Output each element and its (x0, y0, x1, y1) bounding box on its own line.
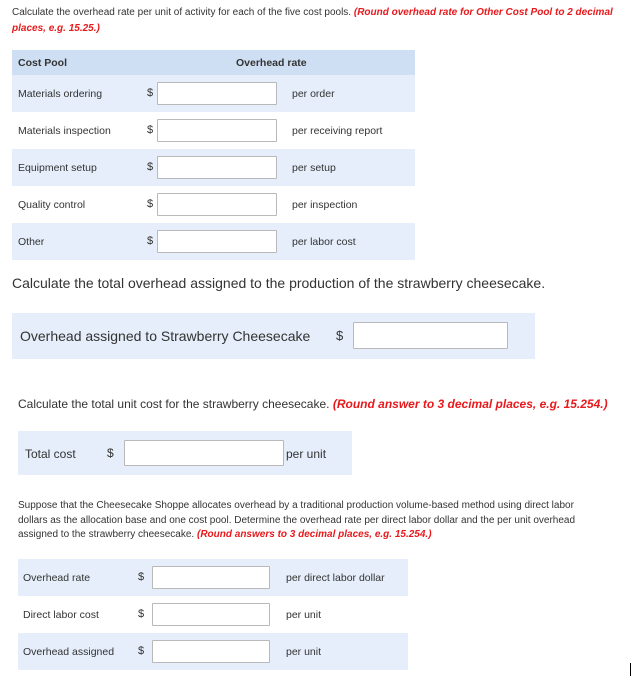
unit-label: per unit (286, 609, 322, 621)
row-label: Overhead rate (23, 572, 91, 584)
table-row (18, 596, 408, 633)
materials-inspection-rate-input[interactable] (157, 119, 277, 142)
currency-symbol: $ (147, 161, 154, 173)
cost-pool-label: Other (18, 236, 45, 248)
cost-pool-label: Quality control (18, 199, 86, 211)
table-row (18, 633, 408, 670)
currency-symbol: $ (138, 645, 145, 657)
unit-label: per unit (286, 646, 322, 658)
currency-symbol: $ (138, 608, 145, 620)
currency-symbol: $ (107, 446, 114, 460)
unit-label: per order (292, 88, 335, 100)
table-row (12, 112, 415, 149)
cost-pool-label: Materials inspection (18, 125, 111, 137)
overhead-assigned-label: Overhead assigned to Strawberry Cheesecake (20, 328, 311, 344)
traditional-method-table (18, 559, 408, 671)
total-cost-label: Total cost (25, 447, 76, 461)
overhead-assigned-input[interactable] (353, 322, 508, 349)
table-row (18, 559, 408, 596)
table-header (12, 50, 415, 75)
currency-symbol: $ (147, 198, 154, 210)
materials-ordering-rate-input[interactable] (157, 82, 277, 105)
part2-instruction: Calculate the total overhead assigned to the production of the strawberry cheesecake. (12, 275, 546, 291)
row-label: Overhead assigned (23, 646, 115, 658)
table-row (12, 186, 415, 223)
unit-label: per direct labor dollar (286, 572, 385, 584)
overhead-rate-input[interactable] (152, 566, 270, 589)
row-label: Direct labor cost (23, 609, 99, 621)
part1-rounding-note: (Round overhead rate for Other Cost Pool to 2 decimal (353, 7, 613, 18)
text-cursor (630, 663, 631, 676)
currency-symbol: $ (147, 235, 154, 247)
unit-label: per receiving report (292, 125, 383, 137)
currency-symbol: $ (147, 124, 154, 136)
overhead-assigned-per-unit-input[interactable] (152, 640, 270, 663)
overhead-rate-table (12, 50, 415, 262)
header-overhead-rate: Overhead rate (236, 57, 307, 69)
direct-labor-cost-input[interactable] (152, 603, 270, 626)
quality-control-rate-input[interactable] (157, 193, 277, 216)
unit-label: per labor cost (292, 236, 356, 248)
currency-symbol: $ (147, 87, 154, 99)
overhead-assigned-row (12, 313, 535, 359)
table-row (12, 75, 415, 112)
part3-instruction: Calculate the total unit cost for the strawberry cheesecake. (Round answer to 3 decimal places, e.g. 15.254.) (18, 397, 608, 411)
unit-label: per unit (286, 447, 327, 461)
part4-instruction: Suppose that the Cheesecake Shoppe allocates overhead by a traditional production volume-based method using direct labor dollars as the allocation base and one cost pool. Determine the overhead rate per direct labor dollar and the per unit overhead assigned to the strawberry cheesecake. (Round answers to 3 decimal places, e.g. 15.254.) (18, 500, 576, 540)
table-row (12, 223, 415, 260)
header-cost-pool: Cost Pool (18, 57, 67, 69)
total-cost-input[interactable] (124, 440, 284, 466)
total-cost-row (18, 431, 352, 475)
part1-rounding-note-cont: places, e.g. 15.25.) (12, 23, 100, 34)
cost-pool-label: Equipment setup (18, 162, 97, 174)
cost-pool-label: Materials ordering (18, 88, 103, 100)
currency-symbol: $ (336, 328, 344, 343)
currency-symbol: $ (138, 571, 145, 583)
table-row (12, 149, 415, 186)
part3-rounding-note: (Round answer to 3 decimal places, e.g. 15.254.) (332, 397, 608, 411)
unit-label: per inspection (292, 199, 358, 211)
other-rate-input[interactable] (157, 230, 277, 253)
part1-instruction: Calculate the overhead rate per unit of activity for each of the five cost pools. (Round overhead rate for Other Cost Pool to 2 decimal places, e.g. 15.25.) (12, 7, 613, 34)
unit-label: per setup (292, 162, 336, 174)
equipment-setup-rate-input[interactable] (157, 156, 277, 179)
part4-rounding-note: (Round answers to 3 decimal places, e.g. 15.254.) (197, 529, 432, 540)
